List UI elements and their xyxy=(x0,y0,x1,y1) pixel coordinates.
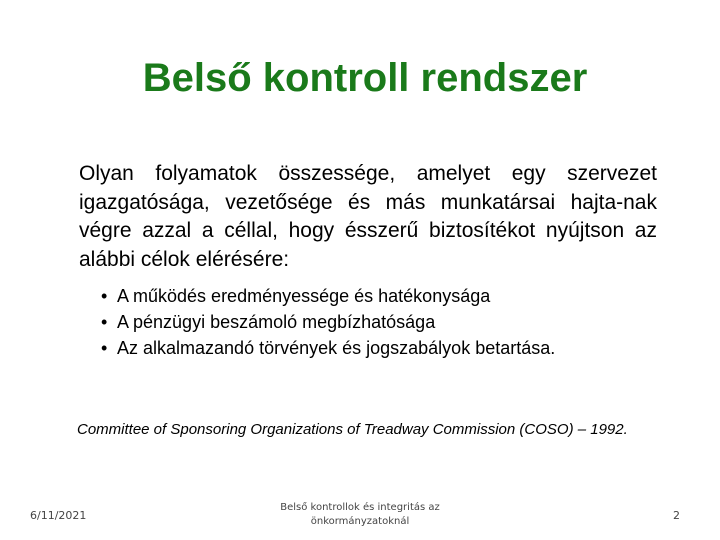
list-item-text: Az alkalmazandó törvények és jogszabályok betartása. xyxy=(117,338,556,358)
bullet-icon: • xyxy=(101,338,108,358)
footer-title-line: Belső kontrollok és integritás az xyxy=(280,502,440,513)
slide-title: Belső kontroll rendszer xyxy=(142,56,588,100)
footer-date: 6/11/2021 xyxy=(30,509,87,522)
bullet-icon: • xyxy=(101,312,108,332)
footer-title xyxy=(260,501,460,529)
source-citation: Committee of Sponsoring Organizations of Treadway Commission (COSO) – 1992. xyxy=(77,421,628,438)
objectives-list xyxy=(101,283,681,361)
list-item xyxy=(101,283,681,309)
list-item-text: A pénzügyi beszámoló megbízhatósága xyxy=(117,312,436,332)
page-number: 2 xyxy=(673,509,680,522)
list-item xyxy=(101,335,681,361)
footer-title-line: önkormányzatoknál xyxy=(310,516,410,527)
bullet-icon: • xyxy=(101,286,108,306)
list-item-text: A működés eredményessége és hatékonysága xyxy=(117,286,491,306)
definition-text: Olyan folyamatok összessége, amelyet egy szervezet igazgatósága, vezetősége és más munkatársai hajta-nak végre azzal a céllal, hogy ésszerű biztosítékot nyújtson az alábbi célok elérésére: xyxy=(79,162,657,271)
list-item xyxy=(101,309,681,335)
